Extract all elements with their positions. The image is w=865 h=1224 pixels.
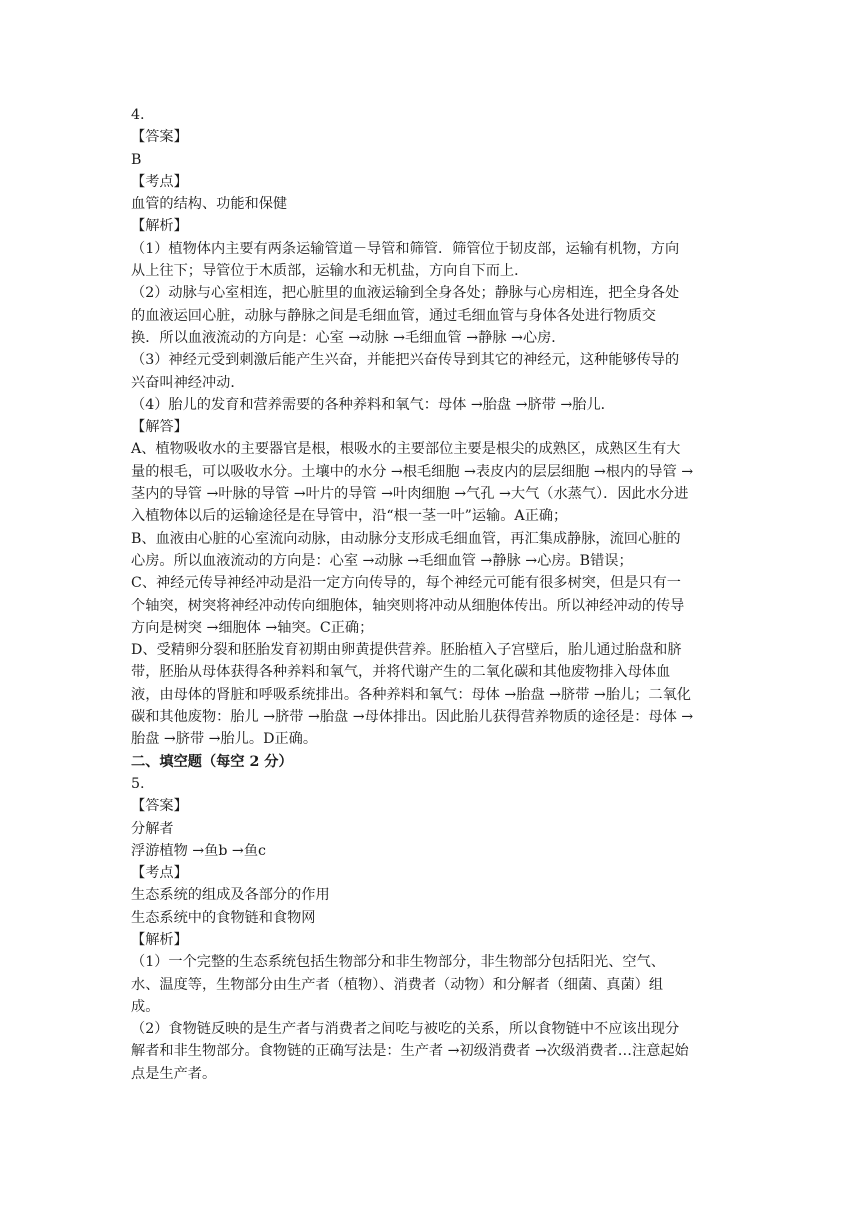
point-text: 生态系统的组成及各部分的作用 bbox=[131, 887, 330, 904]
answer-text: B bbox=[131, 151, 142, 168]
solution-line: C、神经元传导神经冲动是沿一定方向传导的，每个神经元可能有很多树突，但是只有一 bbox=[131, 575, 681, 592]
solution-line: 心房。所以血液流动的方向是：心室 →动脉 →毛细血管 →静脉 →心房。B错误； bbox=[131, 552, 633, 569]
analysis-line: （3）神经元受到刺激后能产生兴奋，并能把兴奋传导到其它的神经元，这种能够传导的 bbox=[131, 352, 680, 369]
solution-line: 液，由母体的肾脏和呼吸系统排出。各种养料和氧气：母体 →胎盘 →脐带 →胎儿；二氧化 bbox=[131, 686, 691, 703]
analysis-line: 水、温度等，生物部分由生产者（植物）、消费者（动物）和分解者（细菌、真菌）组 bbox=[131, 976, 664, 993]
solution-label: 【解答】 bbox=[131, 419, 188, 436]
answer-label: 【答案】 bbox=[131, 129, 188, 146]
analysis-line: 点是生产者。 bbox=[131, 1065, 217, 1082]
analysis-label: 【解析】 bbox=[131, 218, 188, 235]
solution-line: B、血液由心脏的心室流向动脉，由动脉分支形成毛细血管，再汇集成静脉，流回心脏的 bbox=[131, 530, 681, 547]
point-label: 【考点】 bbox=[131, 173, 188, 190]
solution-line: 方向是树突 →细胞体 →轴突。C正确； bbox=[131, 619, 374, 636]
analysis-line: （4）胎儿的发育和营养需要的各种养料和氧气：母体 →胎盘 →脐带 →胎儿． bbox=[131, 396, 615, 413]
point-text: 血管的结构、功能和保健 bbox=[131, 196, 288, 213]
solution-line: 量的根毛，可以吸收水分。土壤中的水分 →根毛细胞 →表皮内的层层细胞 →根内的导管 → bbox=[131, 463, 694, 480]
solution-line: 个轴突，树突将神经冲动传向细胞体，轴突则将冲动从细胞体传出。所以神经冲动的传导 bbox=[131, 597, 685, 614]
question-number: 5. bbox=[131, 775, 145, 792]
solution-line: A、植物吸收水的主要器官是根，根吸水的主要部位主要是根尖的成熟区，成熟区生有大 bbox=[131, 441, 681, 458]
point-label: 【考点】 bbox=[131, 865, 188, 882]
document-content bbox=[131, 104, 735, 1085]
analysis-line: 兴奋叫神经冲动． bbox=[131, 374, 245, 391]
solution-line: 带，胚胎从母体获得各种养料和氧气，并将代谢产生的二氧化碳和其他废物排入母体血 bbox=[131, 664, 671, 681]
analysis-line: （2）食物链反映的是生产者与消费者之间吃与被吃的关系，所以食物链中不应该出现分 bbox=[131, 1021, 680, 1038]
analysis-line: 从上往下；导管位于木质部，运输水和无机盐，方向自下而上． bbox=[131, 263, 529, 280]
point-text: 生态系统中的食物链和食物网 bbox=[131, 909, 316, 926]
analysis-line: （1）一个完整的生态系统包括生物部分和非生物部分，非生物部分包括阳光、空气、 bbox=[131, 954, 665, 971]
question-number: 4. bbox=[131, 107, 145, 123]
solution-line: 茎内的导管 →叶脉的导管 →叶片的导管 →叶肉细胞 →气孔 →大气（水蒸气）．因此水分进 bbox=[131, 486, 689, 503]
analysis-line: （1）植物体内主要有两条运输管道－导管和筛管．筛管位于韧皮部，运输有机物，方向 bbox=[131, 240, 680, 257]
analysis-label: 【解析】 bbox=[131, 931, 188, 948]
analysis-line: 解者和非生物部分。食物链的正确写法是：生产者 →初级消费者 →次级消费者…注意起始 bbox=[131, 1043, 689, 1060]
solution-line: 碳和其他废物：胎儿 →脐带 →胎盘 →母体排出。因此胎儿获得营养物质的途径是：母体 → bbox=[131, 709, 694, 726]
answer-text: 浮游植物 →鱼b →鱼c bbox=[131, 842, 266, 859]
solution-line: D、受精卵分裂和胚胎发育初期由卵黄提供营养。胚胎植入子宫壁后，胎儿通过胎盘和脐 bbox=[131, 642, 682, 659]
answer-text: 分解者 bbox=[131, 820, 174, 837]
analysis-line: 的血液运回心脏，动脉与静脉之间是毛细血管，通过毛细血管与身体各处进行物质交 bbox=[131, 307, 656, 324]
analysis-line: 换．所以血液流动的方向是：心室 →动脉 →毛细血管 →静脉 →心房． bbox=[131, 329, 566, 346]
analysis-line: （2）动脉与心室相连，把心脏里的血液运输到全身各处；静脉与心房相连，把全身各处 bbox=[131, 285, 680, 302]
section-title: 二、填空题（每空 2 分） bbox=[131, 753, 293, 770]
analysis-line: 成。 bbox=[131, 998, 160, 1015]
solution-line: 入植物体以后的运输途径是在导管中，沿“根一茎一叶”运输。A正确； bbox=[131, 508, 568, 525]
answer-label: 【答案】 bbox=[131, 798, 188, 815]
solution-line: 胎盘 →脐带 →胎儿。D正确。 bbox=[131, 731, 318, 748]
